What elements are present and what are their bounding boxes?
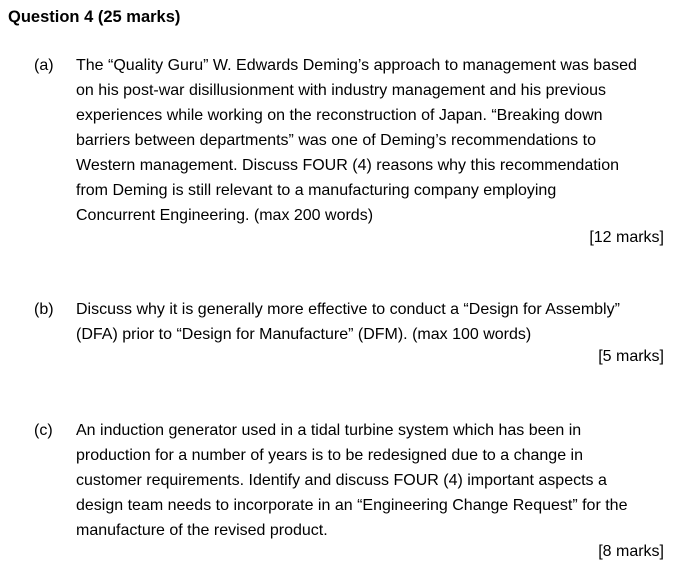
part-text bbox=[76, 53, 672, 228]
text-line: experiences while working on the reconstruction of Japan. “Breaking down bbox=[76, 107, 603, 124]
marks-part-c: [8 marks] bbox=[598, 543, 664, 560]
part-label: (a) bbox=[34, 57, 54, 74]
text-line: from Deming is still relevant to a manufacturing company employing bbox=[76, 182, 557, 199]
part-label: (c) bbox=[34, 422, 53, 439]
text-line: production for a number of years is to be redesigned due to a change in bbox=[76, 447, 583, 464]
part-label: (b) bbox=[34, 301, 54, 318]
part-text bbox=[76, 297, 672, 347]
text-line: design team needs to incorporate in an “Engineering Change Request” for the bbox=[76, 497, 628, 514]
text-line: The “Quality Guru” W. Edwards Deming’s approach to management was based bbox=[76, 57, 637, 74]
text-line: customer requirements. Identify and discuss FOUR (4) important aspects a bbox=[76, 472, 607, 489]
marks-part-a: [12 marks] bbox=[589, 229, 664, 246]
text-line: Western management. Discuss FOUR (4) reasons why this recommendation bbox=[76, 157, 620, 174]
text-line: barriers between departments” was one of Deming’s recommendations to bbox=[76, 132, 596, 149]
part-text bbox=[76, 418, 672, 543]
text-line: on his post-war disillusionment with industry management and his previous bbox=[76, 82, 607, 99]
text-line: Discuss why it is generally more effective to conduct a “Design for Assembly” bbox=[76, 301, 620, 318]
text-line: Concurrent Engineering. (max 200 words) bbox=[76, 207, 374, 224]
text-line: An induction generator used in a tidal turbine system which has been in bbox=[76, 422, 582, 439]
question-heading: Question 4 (25 marks) bbox=[8, 8, 181, 26]
marks-part-b: [5 marks] bbox=[598, 348, 664, 365]
text-line: manufacture of the revised product. bbox=[76, 522, 328, 539]
text-line: (DFA) prior to “Design for Manufacture” (DFM). (max 100 words) bbox=[76, 326, 532, 343]
